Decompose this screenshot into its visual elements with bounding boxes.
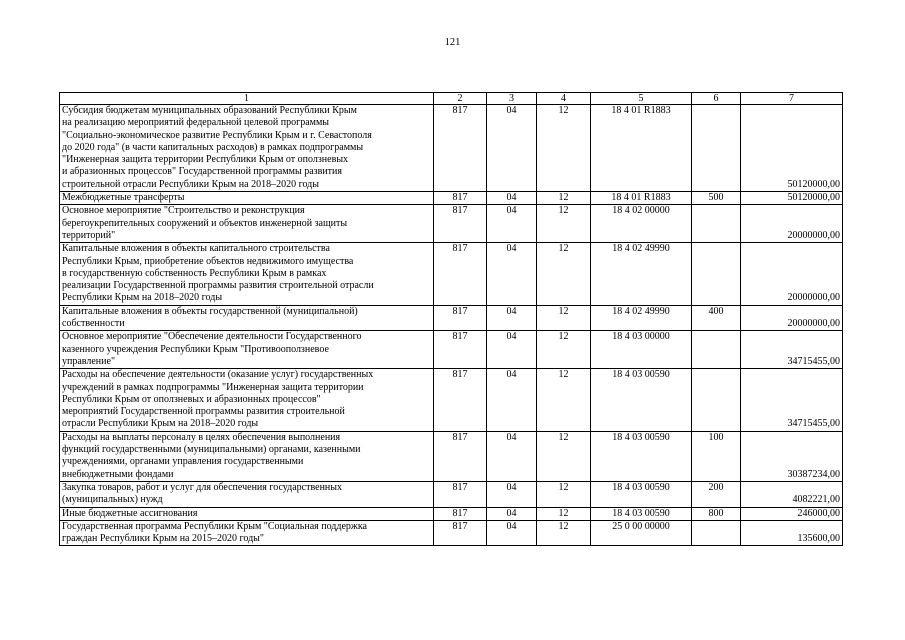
subsection-cell: 12	[537, 305, 591, 331]
item-name-line: Капитальные вложения в объекты государственной (муниципальной)	[62, 305, 358, 317]
item-name-line: Республики Крым, приобретение объектов недвижимого имущества	[62, 255, 354, 267]
item-name-line: управление"	[62, 355, 116, 367]
section-cell: 04	[487, 192, 537, 205]
expense-type-cell: 200	[692, 481, 741, 507]
subsection-cell: 12	[537, 243, 591, 305]
table-row	[60, 243, 843, 305]
grbs-cell: 817	[434, 192, 487, 205]
item-name-cell	[60, 481, 434, 507]
item-name-line: "Социально-экономическое развитие Республики Крым и г. Севастополя	[62, 129, 372, 141]
item-name-line: Расходы на выплаты персоналу в целях обеспечения выполнения	[62, 431, 341, 443]
subsection-cell: 12	[537, 520, 591, 546]
target-article-cell: 18 4 03 00590	[591, 481, 692, 507]
item-name-line: Расходы на обеспечение деятельности (оказание услуг) государственных	[62, 369, 374, 381]
item-name-cell	[60, 192, 434, 205]
expense-type-cell: 100	[692, 431, 741, 481]
item-name-line: отрасли Республики Крым на 2018–2020 годы	[62, 418, 259, 430]
amount-cell: 4082221,00	[741, 481, 843, 507]
section-cell: 04	[487, 520, 537, 546]
target-article-cell: 18 4 02 00000	[591, 205, 692, 243]
item-name-line: и абразионных процессов" Государственной программы развития	[62, 166, 342, 178]
item-name-line: в государственную собственность Республики Крым в рамках	[62, 267, 327, 279]
target-article-cell: 18 4 02 49990	[591, 243, 692, 305]
target-article-cell: 18 4 03 00590	[591, 507, 692, 520]
item-name-line: собственности	[62, 318, 125, 330]
table-row	[60, 331, 843, 369]
grbs-cell: 817	[434, 507, 487, 520]
budget-table	[59, 92, 843, 546]
item-name-line: граждан Республики Крым на 2015–2020 годы"	[62, 533, 264, 545]
table-row	[60, 105, 843, 192]
grbs-cell: 817	[434, 431, 487, 481]
item-name-cell	[60, 243, 434, 305]
subsection-cell: 12	[537, 331, 591, 369]
item-name-cell	[60, 305, 434, 331]
amount-cell: 50120000,00	[741, 192, 843, 205]
amount-cell: 246000,00	[741, 507, 843, 520]
table-row	[60, 205, 843, 243]
item-name-cell	[60, 105, 434, 192]
item-name-line: мероприятий Государственной программы развития строительной	[62, 406, 345, 418]
grbs-cell: 817	[434, 520, 487, 546]
item-name-cell	[60, 431, 434, 481]
item-name-line: Государственная программа Республики Крым "Социальная поддержка	[62, 520, 367, 532]
grbs-cell: 817	[434, 481, 487, 507]
item-name-cell	[60, 331, 434, 369]
amount-cell: 30387234,00	[741, 431, 843, 481]
section-cell: 04	[487, 105, 537, 192]
subsection-cell: 12	[537, 507, 591, 520]
item-name-line: строительной отрасли Республики Крым на 2018–2020 годы	[62, 178, 319, 190]
table-row	[60, 507, 843, 520]
expense-type-cell	[692, 105, 741, 192]
amount-cell: 50120000,00	[741, 105, 843, 192]
section-cell: 04	[487, 369, 537, 431]
expense-type-cell	[692, 243, 741, 305]
subsection-cell: 12	[537, 105, 591, 192]
expense-type-cell	[692, 520, 741, 546]
item-name-line: Основное мероприятие "Строительство и реконструкция	[62, 205, 305, 217]
section-cell: 04	[487, 243, 537, 305]
table-row	[60, 305, 843, 331]
item-name-cell	[60, 507, 434, 520]
section-cell: 04	[487, 507, 537, 520]
item-name-cell	[60, 205, 434, 243]
expense-type-cell	[692, 369, 741, 431]
item-name-cell	[60, 369, 434, 431]
item-name-cell	[60, 520, 434, 546]
target-article-cell: 18 4 01 R1883	[591, 105, 692, 192]
column-header: 6	[692, 93, 741, 105]
item-name-line: Закупка товаров, работ и услуг для обеспечения государственных	[62, 481, 343, 493]
section-cell: 04	[487, 305, 537, 331]
item-name-line: территорий"	[62, 229, 116, 241]
grbs-cell: 817	[434, 105, 487, 192]
item-name-line: Капитальные вложения в объекты капитального строительства	[62, 243, 330, 255]
table-row	[60, 481, 843, 507]
column-header: 4	[537, 93, 591, 105]
section-cell: 04	[487, 331, 537, 369]
target-article-cell: 18 4 02 49990	[591, 305, 692, 331]
item-name-line: (муниципальных) нужд	[62, 494, 163, 506]
table-row	[60, 192, 843, 205]
item-name-line: учреждениями, органами управления государственными	[62, 456, 304, 468]
subsection-cell: 12	[537, 205, 591, 243]
expense-type-cell: 500	[692, 192, 741, 205]
item-name-line: функций государственными (муниципальными) органами, казенными	[62, 444, 361, 456]
target-article-cell: 25 0 00 00000	[591, 520, 692, 546]
item-name-line: Основное мероприятие "Обеспечение деятельности Государственного	[62, 331, 362, 343]
item-name-line: учреждений в рамках подпрограммы "Инженерная защита территории	[62, 381, 364, 393]
subsection-cell: 12	[537, 431, 591, 481]
amount-cell: 34715455,00	[741, 369, 843, 431]
item-name-line: казенного учреждения Республики Крым "Противооползневое	[62, 343, 329, 355]
subsection-cell: 12	[537, 192, 591, 205]
item-name-line: "Инженерная защита территории Республики Крым от оползневых	[62, 154, 349, 166]
page-number: 121	[444, 37, 461, 48]
item-name-line: Межбюджетные трансферты	[62, 192, 185, 204]
item-name-line: Республики Крым от оползневых и абразионных процессов"	[62, 393, 321, 405]
item-name-line: Республики Крым на 2018–2020 годы	[62, 292, 223, 304]
expense-type-cell	[692, 331, 741, 369]
amount-cell: 34715455,00	[741, 331, 843, 369]
section-cell: 04	[487, 431, 537, 481]
item-name-line: берегоукрепительных сооружений и объектов инженерной защиты	[62, 217, 348, 229]
column-header: 7	[741, 93, 843, 105]
item-name-line: до 2020 года" (в части капитальных расходов) в рамках подпрограммы	[62, 141, 364, 153]
table-row	[60, 431, 843, 481]
section-cell: 04	[487, 205, 537, 243]
grbs-cell: 817	[434, 369, 487, 431]
item-name-line: реализации Государственной программы развития строительной отрасли	[62, 280, 374, 292]
target-article-cell: 18 4 01 R1883	[591, 192, 692, 205]
amount-cell: 20000000,00	[741, 243, 843, 305]
section-cell: 04	[487, 481, 537, 507]
target-article-cell: 18 4 03 00590	[591, 369, 692, 431]
expense-type-cell: 800	[692, 507, 741, 520]
column-header: 1	[60, 93, 434, 105]
grbs-cell: 817	[434, 305, 487, 331]
column-header: 2	[434, 93, 487, 105]
grbs-cell: 817	[434, 243, 487, 305]
column-header-row	[60, 93, 843, 105]
table-row	[60, 369, 843, 431]
item-name-line: Субсидия бюджетам муниципальных образований Республики Крым	[62, 105, 357, 116]
grbs-cell: 817	[434, 205, 487, 243]
column-header: 5	[591, 93, 692, 105]
item-name-line: на реализацию мероприятий федеральной целевой программы	[62, 117, 330, 129]
expense-type-cell	[692, 205, 741, 243]
target-article-cell: 18 4 03 00590	[591, 431, 692, 481]
column-header: 3	[487, 93, 537, 105]
amount-cell: 20000000,00	[741, 305, 843, 331]
amount-cell: 135600,00	[741, 520, 843, 546]
table-row	[60, 520, 843, 546]
subsection-cell: 12	[537, 369, 591, 431]
item-name-line: внебюджетными фондами	[62, 468, 174, 480]
item-name-line: Иные бюджетные ассигнования	[62, 507, 198, 519]
subsection-cell: 12	[537, 481, 591, 507]
grbs-cell: 817	[434, 331, 487, 369]
expense-type-cell: 400	[692, 305, 741, 331]
target-article-cell: 18 4 03 00000	[591, 331, 692, 369]
amount-cell: 20000000,00	[741, 205, 843, 243]
